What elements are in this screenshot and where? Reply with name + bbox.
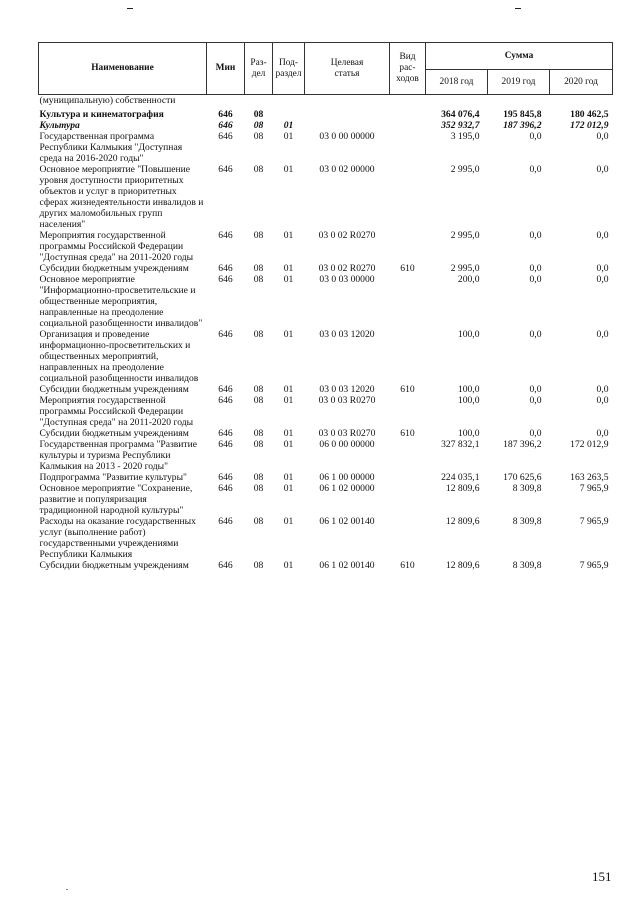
row-article: 03 0 00 00000: [319, 131, 375, 142]
row-podrazdel: 01: [283, 384, 294, 395]
row-vid: [390, 274, 426, 329]
row-name: Основное мероприятие "Информационно-просветительские и общественные мероприятия, направленные на преодоление социальной разобщенности инвалидов": [39, 274, 203, 329]
top-dash-mark: [515, 8, 521, 9]
row-article: [305, 120, 390, 131]
row-podrazdel: 01: [283, 560, 294, 571]
row-sum-2019: 0,0: [529, 384, 542, 395]
row-razdel: 08: [253, 384, 264, 395]
table-row: [39, 483, 613, 516]
row-podrazdel: 01: [283, 483, 294, 494]
row-name: Субсидии бюджетным учреждениям: [39, 263, 189, 274]
row-vid: 610: [400, 560, 415, 571]
row-min: 646: [218, 120, 233, 131]
row-sum-2019: 0,0: [529, 230, 542, 241]
table-row: [39, 106, 613, 120]
row-name: Мероприятия государственной программы Российской Федерации "Доступная среда" на 2011-2020 годы: [39, 230, 194, 263]
row-sum-2018: 364 076,4: [441, 109, 480, 120]
row-sum-2020: 0,0: [596, 428, 609, 439]
row-razdel: 08: [253, 131, 264, 142]
row-podrazdel: 01: [283, 230, 294, 241]
row-sum-2020: 7 965,9: [579, 560, 609, 571]
row-sum-2019: 0,0: [529, 131, 542, 142]
header-sum: Сумма: [426, 43, 613, 70]
row-podrazdel: 01: [283, 274, 294, 285]
row-min: 646: [218, 472, 233, 483]
row-min: 646: [218, 395, 233, 406]
row-min: 646: [218, 516, 233, 527]
row-sum-2019: 0,0: [529, 329, 542, 340]
row-article: 03 0 02 R0270: [318, 230, 376, 241]
row-sum-2020: 0,0: [596, 274, 609, 285]
table-row: [39, 274, 613, 329]
row-podrazdel: 01: [283, 329, 294, 340]
row-podrazdel: 01: [283, 395, 294, 406]
row-min: 646: [218, 483, 233, 494]
row-name: Субсидии бюджетным учреждениям: [39, 384, 189, 395]
row-podrazdel: 01: [283, 439, 294, 450]
row-sum-2019: 187 396,2: [503, 439, 542, 450]
row-razdel: 08: [253, 560, 264, 571]
row-name: Расходы на оказание государственных услуг (выполнение работ) государственными учреждениями Республики Калмыкия: [39, 516, 196, 560]
row-sum-2020: 7 965,9: [579, 516, 609, 527]
row-sum-2020: 0,0: [596, 230, 609, 241]
row-name: Подпрограмма "Развитие культуры": [39, 472, 187, 483]
row-name: Мероприятия государственной программы Российской Федерации "Доступная среда" на 2011-2020 годы: [39, 395, 194, 428]
row-name: Основное мероприятие "Сохранение, развитие и популяризация традиционной народной культуры": [39, 483, 193, 516]
table-row: [39, 428, 613, 439]
row-sum-2019: 8 309,8: [512, 516, 542, 527]
row-name: Культура: [39, 120, 80, 131]
row-vid: 610: [400, 428, 415, 439]
row-min: 646: [218, 230, 233, 241]
top-dash-mark: [127, 8, 133, 9]
row-sum-2018: 3 195,0: [450, 131, 480, 142]
row-sum-2020: 163 263,5: [570, 472, 609, 483]
row-vid: [390, 483, 426, 516]
row-vid: [390, 472, 426, 483]
row-name: Основное мероприятие "Повышение уровня доступности приоритетных объектов и услуг в приоритетных сферах жизнедеятельности инвалидов и других маломобильных групп населения": [39, 164, 204, 230]
table-row: [39, 230, 613, 263]
table-row: [39, 472, 613, 483]
row-min: 646: [218, 560, 233, 571]
row-article: [305, 106, 390, 120]
table-body: [39, 95, 613, 572]
row-vid: 610: [400, 384, 415, 395]
row-sum-2019: 170 625,6: [503, 472, 542, 483]
header-article: Целевая статья: [305, 43, 390, 95]
row-sum-2020: 180 462,5: [570, 109, 609, 120]
row-article: 06 1 02 00000: [319, 483, 375, 494]
row-podrazdel: [273, 106, 305, 120]
row-min: 646: [218, 384, 233, 395]
row-article: 03 0 03 00000: [319, 274, 375, 285]
table-row: [39, 164, 613, 230]
row-sum-2018: 100,0: [457, 395, 480, 406]
row-article: 03 0 02 00000: [319, 164, 375, 175]
row-sum-2018: 100,0: [457, 384, 480, 395]
row-vid: [390, 439, 426, 472]
table-row: [39, 560, 613, 571]
row-sum-2020: 0,0: [596, 131, 609, 142]
row-sum-2020: 172 012,9: [570, 120, 609, 131]
row-podrazdel: 01: [283, 131, 294, 142]
row-sum-2020: 0,0: [596, 384, 609, 395]
row-min: 646: [218, 439, 233, 450]
row-razdel: 08: [253, 164, 264, 175]
row-vid: [390, 395, 426, 428]
row-article: 03 0 03 R0270: [318, 395, 376, 406]
row-razdel: 08: [253, 483, 264, 494]
row-sum-2019: 187 396,2: [503, 120, 542, 131]
row-sum-2018: 352 932,7: [441, 120, 480, 131]
row-min: 646: [218, 109, 233, 120]
row-sum-2018: 200,0: [457, 274, 480, 285]
row-sum-2019: 195 845,8: [503, 109, 542, 120]
row-vid: [390, 95, 426, 107]
row-podrazdel: 01: [283, 164, 294, 175]
row-article: 06 0 00 00000: [319, 439, 375, 450]
budget-table: [38, 42, 613, 571]
row-sum-2018: 2 995,0: [450, 263, 480, 274]
row-sum-2020: 0,0: [596, 329, 609, 340]
page-number: 151: [592, 869, 612, 884]
row-article: 06 1 02 00140: [319, 516, 375, 527]
row-vid: [390, 230, 426, 263]
row-sum-2019: 0,0: [529, 395, 542, 406]
row-podrazdel: 01: [283, 263, 294, 274]
row-min: [207, 95, 245, 107]
row-name: Субсидии бюджетным учреждениям: [39, 560, 189, 571]
row-sum-2018: 224 035,1: [441, 472, 480, 483]
row-min: 646: [218, 131, 233, 142]
row-sum-2019: 8 309,8: [512, 560, 542, 571]
row-podrazdel: [273, 95, 305, 107]
table-row: [39, 263, 613, 274]
row-sum-2020: 0,0: [596, 263, 609, 274]
row-sum-2018: 327 832,1: [441, 439, 480, 450]
row-vid: [390, 131, 426, 164]
row-article: 03 0 03 12020: [319, 329, 375, 340]
row-sum-2019: 0,0: [529, 164, 542, 175]
row-sum-2018: 12 809,6: [445, 483, 480, 494]
row-min: 646: [218, 263, 233, 274]
row-razdel: 08: [253, 516, 264, 527]
row-razdel: 08: [253, 395, 264, 406]
row-min: 646: [218, 428, 233, 439]
row-min: 646: [218, 329, 233, 340]
row-vid: 610: [400, 263, 415, 274]
row-razdel: 08: [253, 109, 264, 120]
row-sum-2018: 100,0: [457, 329, 480, 340]
row-razdel: 08: [253, 274, 264, 285]
row-min: 646: [218, 274, 233, 285]
header-razdel: Раз- дел: [245, 43, 273, 95]
table-row: [39, 384, 613, 395]
table-row: [39, 329, 613, 384]
row-podrazdel: 01: [283, 428, 294, 439]
row-razdel: 08: [253, 230, 264, 241]
row-razdel: 08: [253, 428, 264, 439]
row-sum-2020: [550, 95, 613, 107]
row-razdel: 08: [253, 439, 264, 450]
row-razdel: 08: [253, 120, 264, 131]
row-min: 646: [218, 164, 233, 175]
row-article: 03 0 02 R0270: [318, 263, 376, 274]
table-row: [39, 439, 613, 472]
row-podrazdel: 01: [283, 472, 294, 483]
row-razdel: 08: [253, 263, 264, 274]
header-vid: Вид рас- ходов: [390, 43, 426, 95]
table-row: [39, 395, 613, 428]
row-vid: [390, 329, 426, 384]
row-vid: [390, 106, 426, 120]
row-sum-2018: 2 995,0: [450, 164, 480, 175]
header-year-2020: 2020 год: [550, 70, 613, 95]
row-vid: [390, 120, 426, 131]
row-razdel: 08: [253, 472, 264, 483]
table-row: [39, 131, 613, 164]
row-name: Государственная программа "Развитие культуры и туризма Республики Калмыкия на 2013 - 2020 годы": [39, 439, 198, 472]
row-name: Субсидии бюджетным учреждениям: [39, 428, 189, 439]
row-sum-2019: [488, 95, 550, 107]
row-sum-2019: 0,0: [529, 263, 542, 274]
row-article: 06 1 02 00140: [319, 560, 375, 571]
table-row: [39, 516, 613, 560]
row-article: 06 1 00 00000: [319, 472, 375, 483]
row-name: Организация и проведение информационно-просветительских и общественных мероприятий, направленных на преодоление социальной разобщенности инвалидов: [39, 329, 199, 384]
table-row: [39, 95, 613, 107]
row-sum-2018: 12 809,6: [445, 560, 480, 571]
row-sum-2018: 12 809,6: [445, 516, 480, 527]
row-razdel: 08: [253, 329, 264, 340]
row-sum-2018: [426, 95, 488, 107]
row-sum-2019: 0,0: [529, 274, 542, 285]
header-podrazdel: Под- раздел: [273, 43, 305, 95]
header-min: Мин: [207, 43, 245, 95]
row-sum-2020: 0,0: [596, 164, 609, 175]
row-podrazdel: 01: [283, 120, 294, 131]
row-article: 03 0 03 R0270: [318, 428, 376, 439]
scan-speck: [66, 889, 68, 890]
row-name: Государственная программа Республики Калмыкия "Доступная среда на 2016-2020 годы": [39, 131, 183, 164]
header-year-2019: 2019 год: [488, 70, 550, 95]
row-sum-2019: 8 309,8: [512, 483, 542, 494]
table-header: [39, 43, 613, 95]
row-vid: [390, 516, 426, 560]
header-year-2018: 2018 год: [426, 70, 488, 95]
row-article: 03 0 03 12020: [319, 384, 375, 395]
row-name: (муниципальную) собственности: [39, 95, 176, 106]
row-sum-2018: 2 995,0: [450, 230, 480, 241]
row-article: [305, 95, 390, 107]
table-row: [39, 120, 613, 131]
row-podrazdel: 01: [283, 516, 294, 527]
row-razdel: [245, 95, 273, 107]
row-sum-2019: 0,0: [529, 428, 542, 439]
row-sum-2020: 0,0: [596, 395, 609, 406]
row-vid: [390, 164, 426, 230]
row-name: Культура и кинематография: [39, 109, 164, 120]
row-sum-2020: 172 012,9: [570, 439, 609, 450]
header-name: Наименование: [39, 43, 207, 95]
row-sum-2020: 7 965,9: [579, 483, 609, 494]
row-sum-2018: 100,0: [457, 428, 480, 439]
